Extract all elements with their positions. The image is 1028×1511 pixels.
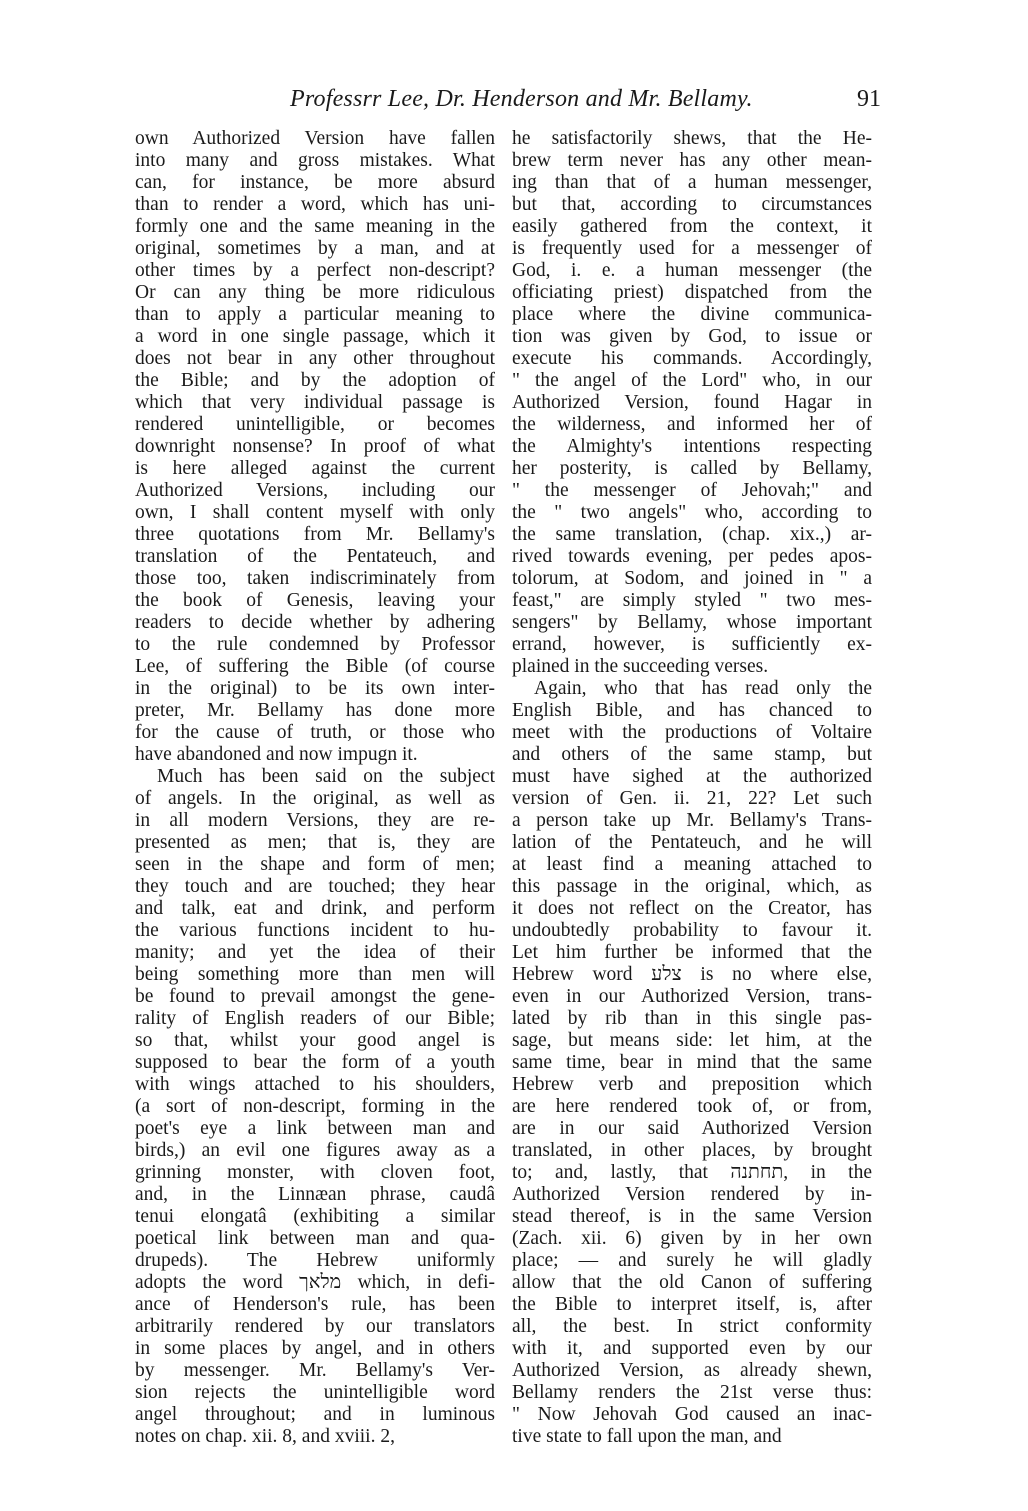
text-line: adopts the word מלאך which, in defi-	[135, 1272, 495, 1293]
text-line: (Zach. xii. 6) given by in her own	[512, 1228, 872, 1249]
text-line: the book of Genesis, leaving your	[135, 590, 495, 611]
text-line: and, in the Linnæan phrase, caudâ	[135, 1184, 495, 1205]
text-line: being something more than men will	[135, 964, 495, 985]
text-line: rived towards evening, per pedes apos-	[512, 546, 872, 567]
left-column	[135, 128, 495, 1448]
text-line: same time, bear in mind that the same	[512, 1052, 872, 1073]
text-line: arbitrarily rendered by our translators	[135, 1316, 495, 1337]
text-line: can, for instance, be more absurd	[135, 172, 495, 193]
text-line: ance of Henderson's rule, has been	[135, 1294, 495, 1315]
text-line: sengers" by Bellamy, whose important	[512, 612, 872, 633]
text-line: birds,) an evil one figures away as a	[135, 1140, 495, 1161]
text-line: the wilderness, and informed her of	[512, 414, 872, 435]
text-line: the Bible to interpret itself, is, after	[512, 1294, 872, 1315]
text-line: rendered unintelligible, or becomes	[135, 414, 495, 435]
text-line: allow that the old Canon of suffering	[512, 1272, 872, 1293]
text-line: place; — and surely he will gladly	[512, 1250, 872, 1271]
text-line: original, sometimes by a man, and at	[135, 238, 495, 259]
text-line: meet with the productions of Voltaire	[512, 722, 872, 743]
text-line: of angels. In the original, as well as	[135, 788, 495, 809]
text-line: angel throughout; and in luminous	[135, 1404, 495, 1425]
text-line: must have sighed at the authorized	[512, 766, 872, 787]
text-line: tenui elongatâ (exhibiting a similar	[135, 1206, 495, 1227]
text-line: undoubtedly probability to favour it.	[512, 920, 872, 941]
text-line: does not bear in any other throughout	[135, 348, 495, 369]
text-line: " the messenger of Jehovah;" and	[512, 480, 872, 501]
text-line: sion rejects the unintelligible word	[135, 1382, 495, 1403]
text-line: own, I shall content myself with only	[135, 502, 495, 523]
text-line: readers to decide whether by adhering	[135, 612, 495, 633]
text-line: (a sort of non-descript, forming in the	[135, 1096, 495, 1117]
text-line: the same translation, (chap. xix.,) ar-	[512, 524, 872, 545]
text-line: are in our said Authorized Version	[512, 1118, 872, 1139]
text-line: execute his commands. Accordingly,	[512, 348, 872, 369]
text-line: manity; and yet the idea of their	[135, 942, 495, 963]
text-line: Let him further be informed that the	[512, 942, 872, 963]
text-line: but that, according to circumstances	[512, 194, 872, 215]
text-line: notes on chap. xii. 8, and xviii. 2,	[135, 1426, 395, 1447]
text-line: they touch and are touched; they hear	[135, 876, 495, 897]
text-line: into many and gross mistakes. What	[135, 150, 495, 171]
text-line: a word in one single passage, which it	[135, 326, 495, 347]
text-line: stead thereof, is in the same Version	[512, 1206, 872, 1227]
text-line: the Bible; and by the adoption of	[135, 370, 495, 391]
text-line: officiating priest) dispatched from the	[512, 282, 872, 303]
text-line: three quotations from Mr. Bellamy's	[135, 524, 495, 545]
text-line: version of Gen. ii. 21, 22? Let such	[512, 788, 872, 809]
text-line: feast," are simply styled " two mes-	[512, 590, 872, 611]
text-line: Authorized Versions, including our	[135, 480, 495, 501]
text-line: Bellamy renders the 21st verse thus:	[512, 1382, 872, 1403]
text-line: the " two angels" who, according to	[512, 502, 872, 523]
text-line: even in our Authorized Version, trans-	[512, 986, 872, 1007]
text-line: tion was given by God, to issue or	[512, 326, 872, 347]
text-line: brew term never has any other mean-	[512, 150, 872, 171]
text-line: downright nonsense? In proof of what	[135, 436, 495, 457]
text-line: and others of the same stamp, but	[512, 744, 872, 765]
text-line: the various functions incident to hu-	[135, 920, 495, 941]
text-line: " Now Jehovah God caused an inac-	[512, 1404, 872, 1425]
text-line: at least find a meaning attached to	[512, 854, 872, 875]
text-line: lated by rib than in this single pas-	[512, 1008, 872, 1029]
text-line: he satisfactorily shews, that the He-	[512, 128, 872, 149]
text-line: a person take up Mr. Bellamy's Trans-	[512, 810, 872, 831]
text-line: to the rule condemned by Professor	[135, 634, 495, 655]
text-line: sage, but means side: let him, at the	[512, 1030, 872, 1051]
text-line: place where the divine communica-	[512, 304, 872, 325]
text-line: Authorized Version rendered by in-	[512, 1184, 872, 1205]
text-line: errand, however, is sufficiently ex-	[512, 634, 872, 655]
text-line: the Almighty's intentions respecting	[512, 436, 872, 457]
text-line: with wings attached to his shoulders,	[135, 1074, 495, 1095]
text-line: drupeds). The Hebrew uniformly	[135, 1250, 495, 1271]
text-line: tive state to fall upon the man, and	[512, 1426, 782, 1447]
text-line: ing than that of a human messenger,	[512, 172, 872, 193]
text-line: which that very individual passage is	[135, 392, 495, 413]
text-line: English Bible, and has chanced to	[512, 700, 872, 721]
page-number: 91	[857, 86, 881, 112]
text-line: Again, who that has read only the	[534, 678, 872, 699]
text-line: in some places by angel, and in others	[135, 1338, 495, 1359]
text-line: Authorized Version, found Hagar in	[512, 392, 872, 413]
running-title: Professrr Lee, Dr. Henderson and Mr. Bellamy.	[290, 86, 753, 112]
text-line: those too, taken indiscriminately from	[135, 568, 495, 589]
text-line: it does not reflect on the Creator, has	[512, 898, 872, 919]
text-line: Much has been said on the subject	[157, 766, 495, 787]
text-line: this passage in the original, which, as	[512, 876, 872, 897]
text-line: Lee, of suffering the Bible (of course	[135, 656, 495, 677]
text-line: than to apply a particular meaning to	[135, 304, 495, 325]
text-line: lation of the Pentateuch, and he will	[512, 832, 872, 853]
text-line: to; and, lastly, that תחתנה, in the	[512, 1162, 872, 1183]
text-line: and talk, eat and drink, and perform	[135, 898, 495, 919]
text-line: God, i. e. a human messenger (the	[512, 260, 872, 281]
text-line: plained in the succeeding verses.	[512, 656, 769, 677]
right-column	[512, 128, 872, 1448]
text-line: preter, Mr. Bellamy has done more	[135, 700, 495, 721]
text-line: Hebrew verb and preposition which	[512, 1074, 872, 1095]
text-line: her posterity, is called by Bellamy,	[512, 458, 872, 479]
text-line: tolorum, at Sodom, and joined in " a	[512, 568, 872, 589]
text-line: than to render a word, which has uni-	[135, 194, 495, 215]
text-line: for the cause of truth, or those who	[135, 722, 495, 743]
text-line: Or can any thing be more ridiculous	[135, 282, 495, 303]
text-line: translated, in other places, by brought	[512, 1140, 872, 1161]
text-line: be found to prevail amongst the gene-	[135, 986, 495, 1007]
text-line: poet's eye a link between man and	[135, 1118, 495, 1139]
text-line: supposed to bear the form of a youth	[135, 1052, 495, 1073]
text-line: seen in the shape and form of men;	[135, 854, 495, 875]
text-line: rality of English readers of our Bible;	[135, 1008, 495, 1029]
text-line: Authorized Version, as already shewn,	[512, 1360, 872, 1381]
text-line: translation of the Pentateuch, and	[135, 546, 495, 567]
text-line: all, the best. In strict conformity	[512, 1316, 872, 1337]
text-line: so that, whilst your good angel is	[135, 1030, 495, 1051]
text-line: formly one and the same meaning in the	[135, 216, 495, 237]
text-line: in all modern Versions, they are re-	[135, 810, 495, 831]
text-line: is frequently used for a messenger of	[512, 238, 872, 259]
text-line: with it, and supported even by our	[512, 1338, 872, 1359]
text-line: easily gathered from the context, it	[512, 216, 872, 237]
text-line: in the original) to be its own inter-	[135, 678, 495, 699]
text-line: is here alleged against the current	[135, 458, 495, 479]
text-line: poetical link between man and qua-	[135, 1228, 495, 1249]
text-line: are here rendered took of, or from,	[512, 1096, 872, 1117]
text-line: own Authorized Version have fallen	[135, 128, 495, 149]
text-line: Hebrew word צלע is no where else,	[512, 964, 872, 985]
text-line: presented as men; that is, they are	[135, 832, 495, 853]
text-line: have abandoned and now impugn it.	[135, 744, 418, 765]
text-line: other times by a perfect non-descript?	[135, 260, 495, 281]
text-line: " the angel of the Lord" who, in our	[512, 370, 872, 391]
text-line: by messenger. Mr. Bellamy's Ver-	[135, 1360, 495, 1381]
text-line: grinning monster, with cloven foot,	[135, 1162, 495, 1183]
